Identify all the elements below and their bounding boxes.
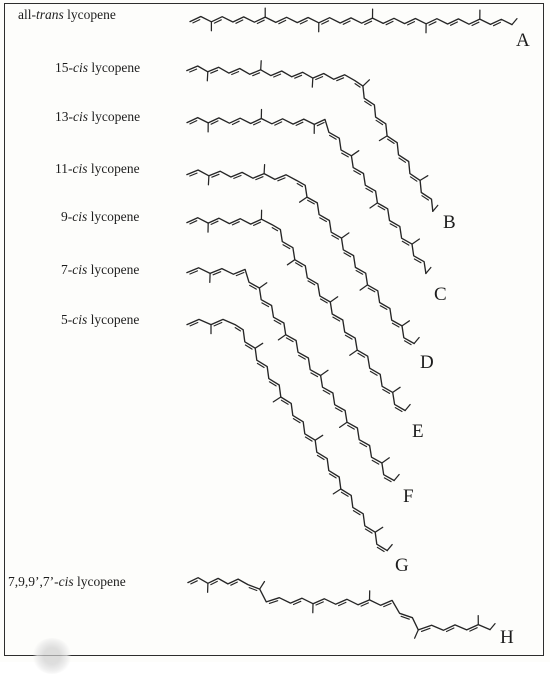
structure-7-cis-methyl-group (382, 458, 389, 463)
structure-9-cis-methyl-group (350, 350, 357, 355)
structure-11-cis-methyl-group (208, 176, 209, 185)
structure-7-9-9-7-cis-terminal-methyl (490, 624, 495, 630)
name-5-cis-lycopene: 5-cis lycopene (61, 313, 139, 327)
label-a: A (516, 31, 530, 50)
structure-11-cis-terminal-methyl (414, 338, 419, 344)
structure-9-cis-methyl-group (330, 297, 337, 302)
label-g: G (395, 556, 409, 575)
name-all-trans-lycopene: all-trans lycopene (18, 8, 116, 22)
structure-5-cis (187, 319, 392, 551)
name-7-9-9-7-cis-lycopene: 7,9,9’,7’-cis lycopene (8, 575, 126, 589)
structure-13-cis-methyl-group (351, 151, 358, 156)
structure-11-cis-methyl-group (342, 233, 349, 238)
structure-9-cis-terminal-methyl (405, 405, 410, 411)
structure-all-trans-backbone (190, 17, 512, 25)
structure-15-cis (187, 61, 438, 212)
structure-11-cis-methyl-group (264, 165, 265, 174)
structure-7-cis-methyl-group (321, 370, 328, 375)
name-13-cis-lycopene: 13-cis lycopene (55, 110, 140, 124)
name-15-cis-lycopene: 15-cis lycopene (55, 61, 140, 75)
structure-15-cis-methyl-group (420, 176, 428, 181)
structure-all-trans-terminal-methyl (512, 19, 517, 25)
structure-7-9-9-7-cis-methyl-group (415, 630, 419, 638)
structure-15-cis-methyl-group (312, 78, 313, 87)
structure-7-cis-methyl-group (340, 422, 347, 427)
label-f: F (403, 487, 414, 506)
structure-13-cis (187, 110, 431, 274)
structure-9-cis-methyl-group (393, 387, 400, 392)
structure-5-cis-backbone (187, 319, 387, 550)
structure-7-9-9-7-cis-methyl-group (260, 582, 265, 590)
structure-5-cis-methyl-group (315, 435, 323, 440)
label-h: H (500, 628, 514, 647)
structure-13-cis-methyl-group (370, 203, 377, 208)
label-c: C (434, 285, 447, 304)
structure-11-cis-methyl-group (300, 197, 307, 202)
label-d: D (420, 353, 434, 372)
label-b: B (443, 213, 456, 232)
structure-7-cis (187, 268, 399, 482)
label-e: E (412, 422, 424, 441)
structure-13-cis-methyl-group (412, 239, 419, 244)
structure-11-cis-methyl-group (360, 285, 367, 290)
structure-9-cis-methyl-group (287, 260, 294, 265)
structure-5-cis-methyl-group (255, 343, 263, 348)
structure-7-9-9-7-cis (188, 578, 495, 639)
structure-5-cis-methyl-group (273, 397, 281, 402)
name-7-cis-lycopene: 7-cis lycopene (61, 263, 139, 277)
structure-7-cis-terminal-methyl (394, 475, 399, 481)
structure-13-cis-terminal-methyl (426, 267, 431, 273)
structure-11-cis (187, 165, 419, 345)
structure-11-cis-backbone (187, 170, 414, 344)
structure-15-cis-methyl-group (379, 136, 387, 141)
structure-7-cis-methyl-group (259, 283, 266, 288)
name-9-cis-lycopene: 9-cis lycopene (61, 210, 139, 224)
structure-9-cis-backbone (187, 218, 405, 411)
structure-15-cis-methyl-group (207, 72, 208, 81)
structure-5-cis-methyl-group (375, 527, 383, 532)
structure-7-9-9-7-cis-backbone (188, 578, 490, 631)
structure-15-cis-terminal-methyl (433, 205, 438, 211)
structure-9-cis (187, 210, 410, 411)
name-11-cis-lycopene: 11-cis lycopene (55, 162, 140, 176)
structure-7-cis-methyl-group (278, 335, 285, 340)
structure-15-cis-methyl-group (261, 61, 262, 70)
structure-all-trans (190, 8, 517, 33)
structure-7-cis-backbone (187, 268, 394, 481)
structure-15-cis-methyl-group (363, 80, 370, 86)
structure-5-cis-terminal-methyl (387, 545, 392, 551)
structure-11-cis-methyl-group (402, 321, 409, 326)
structure-15-cis-backbone (187, 66, 433, 211)
stamp-mark (32, 638, 72, 674)
structure-5-cis-methyl-group (333, 489, 341, 494)
